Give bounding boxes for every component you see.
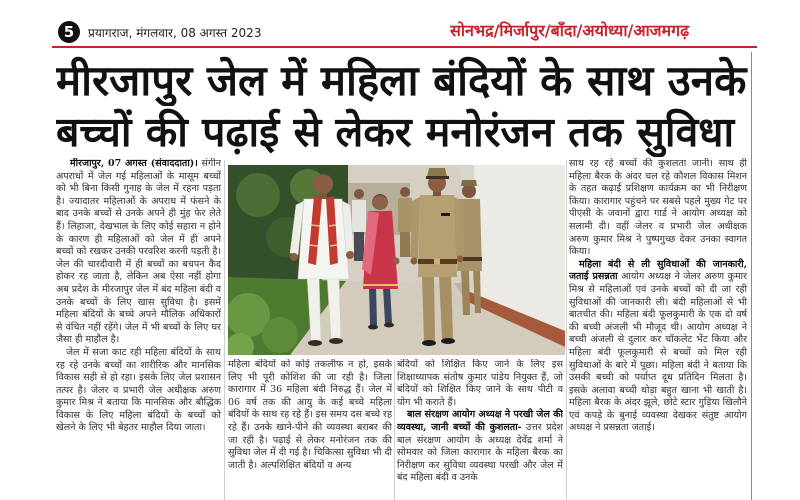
person-legs [400, 231, 410, 257]
man-kurta [298, 199, 349, 279]
paragraph-text: बंदियों को शिक्षित किए जाने के लिए इस शिक्षाध्यापक संतोष कुमार पांडेय नियुक्त हैं, जो बंदियों को शिक्षित किए जाने के साथ पीटी व योग भी कराते हैं। [397, 359, 563, 408]
headline-line-2: बच्चों की पढ़ाई से लेकर मनोरंजन तक सुविधा [56, 108, 735, 156]
bush [262, 317, 298, 353]
woman-head [372, 194, 388, 210]
article-paragraph [56, 347, 221, 435]
subheading: बाल संरक्षण आयोग अध्यक्ष ने परखी जेल की व्यवस्था, जानी बच्चों की कुशलता- [397, 409, 563, 433]
man-foot [308, 340, 322, 346]
header-rule [52, 46, 757, 48]
paragraph-text: आयोग अध्यक्ष ने जेलर अरुण कुमार मिश्र से महिलाओं एवं उनके बच्चों को दी जा रही सुविधाओं की जानकारी ली। बंदी महिलाओं से भी बातचीत की। महिला बंदी फूलकुमारी के एक दो वर्ष की बच्ची अंजली भी मौजूद थी। आयोग अध्यक्ष ने बच्ची अंजली से दुलार कर चॉकलेट भेंट किया और महिला बंदी फूलकुमारी से बच्चों को मिल रही सुविधाओं के बारे में पूछा। महिला बंदी ने बताया कि उसकी बच्ची को पर्याप्त दूध प्रतिदिन मिलता है। इसके अलावा बच्ची थोड़ा बहुत खाना भी खाती है। महिला बैरक के अंदर झूले, छोटे स्टार गुड़िया खिलौने एवं कपड़े के बुनाई व्यवस्था देखकर संतुष्ट आयोग अध्यक्ष ने प्रसन्नता जताई। [569, 271, 747, 434]
officer-hand [411, 258, 418, 265]
woman-foot [384, 323, 394, 328]
man-foot [329, 338, 343, 344]
paragraph-text: जेल में सजा काट रही महिला बंदियों के साथ रह रहे उनके बच्चों का शारीरिक और मानसिक विकास सही से हो रहा। इसके लिए जेल प्रशासन तत्पर है। जेलर व प्रभारी जेल अधीक्षक अरुण कुमार मिश्र ने बताया कि मानसिक और बौद्धिक विकास के लिए महिला बंदियों के बच्चों को खेलने के लिए भी बेहतर माहौल दिया जाता। [56, 346, 221, 434]
person-uniform [398, 198, 412, 232]
article-column-3 [397, 359, 563, 500]
edition-dateline: प्रयागराज, मंगलवार, 08 अगस्त 2023 [88, 26, 262, 40]
page-edge-line [751, 52, 752, 500]
article-column-2 [228, 359, 392, 500]
officer-belt-buckle [434, 259, 440, 265]
officer-shoe [422, 340, 436, 346]
article-dateline: मीरजापुर, 07 अगस्त (संवाददाता)। [70, 158, 198, 169]
man-hand [290, 253, 298, 261]
article-paragraph [56, 158, 221, 347]
paragraph-text: संगीन अपराधों में जेल गई महिलाओं के मासूम बच्चों को भी बिना किसी गुनाह के जेल में रहना पड़ता है। ज्यादातर महिलाओं के अपराध में फंसने के बाद उनके बच्चों से उनके अपने ही मुंह फेर लेते हैं। लिहाजा, देखभाल के लिए कोई सहारा न होने के कारण ही महिलाओं को जेल में ही अपने बच्चों को रखकर उनकी परवरिश करनी पड़ती है। जेल की चारदीवारी में ही बच्चों का बचपन कैद होकर रह जाता है, लेकिन अब ऐसा नहीं होगा अब प्रदेश के मीरजापुर जेल में बंद महिला बंदी व उनके बच्चों के लिए खास सुविधा है। इसमें महिला बंदियों के बच्चे अपने मौलिक अधिकारों से वंचित नहीं रहेंगे। जेल में भी बच्चों के लिए घर जैसा ही माहौल है। [56, 158, 221, 346]
article-paragraph [569, 158, 747, 259]
person-head [354, 189, 364, 199]
woman-foot [368, 325, 378, 330]
man-hand [346, 251, 354, 259]
article-paragraph [397, 409, 563, 485]
article-column-1 [56, 158, 221, 500]
person-shirt [352, 200, 366, 232]
column-rule [224, 160, 225, 500]
officer-head [462, 184, 476, 198]
headline-line-1: मीरजापुर जेल में महिला बंदियों के साथ उनके [56, 56, 747, 105]
officer-shoe [441, 338, 455, 344]
paragraph-text: उत्तर प्रदेश बाल संरक्षण आयोग के अध्यक्ष देवेंद्र शर्मा ने सोमवार को जिला कारागार के महिला बैरक का निरीक्षण कर सुविधा व्यवस्था परखी और जेल में बंद महिला बंदी व उनके [397, 421, 563, 484]
officer-cap-visor [426, 176, 449, 179]
officer-hand [457, 256, 464, 263]
officer-uniform [418, 195, 457, 277]
officer-cap [427, 168, 447, 177]
paragraph-text: महिला बंदियों को कोई तकलीफ न हो, इसके लिए भी पूरी कोशिश की जा रही है। जिला कारागार में 36 महिला बंदी निरुद्ध हैं। जेल में 06 वर्ष तक की आयु के कई बच्चे महिला बंदियों के साथ रह रहे हैं। इस समय दस बच्चे रह रहे हैं। उनके खाने-पीने की व्यवस्था बराबर की जा रही है। पढ़ाई से लेकर मनोरंजन तक की सुविधा जेल में दी गई है। चिकित्सा सुविधा भी दी जाती है। अल्पशिक्षित बंदियों व अन्य [228, 359, 392, 471]
edition-regions: सोनभद्र/मिर्जापुर/बाँदा/अयोध्या/आजमगढ़ [450, 21, 690, 40]
officer-name-plate [441, 213, 450, 216]
person-legs [354, 231, 364, 261]
paragraph-text: साथ रह रहे बच्चों की कुशलता जानी। साथ ही महिला बैरक के अंदर चल रहे कौशल विकास मिशन के तहत कढ़ाई प्रशिक्षण कार्यक्रम का भी निरीक्षण किया। कारागार पहुंचने पर सबसे पहले मुख्य गेट पर पीएसी के जवानों द्वारा गार्ड ने आयोग अध्यक्ष को सलामी दी। वहीं जेलर व प्रभारी जेल अधीक्षक अरुण कुमार मिश्र ने पुष्पगुच्छ देकर उनका स्वागत किया। [569, 158, 747, 258]
officer-cap [461, 180, 477, 186]
column-rule [394, 360, 395, 500]
column-rule [566, 160, 567, 500]
article-column-4 [569, 158, 747, 500]
subheading: महिला बंदी से ली सुविधाओं की जानकारी, जताई प्रसन्नता [569, 258, 747, 283]
article-paragraph [228, 359, 392, 472]
man-head [313, 174, 333, 194]
news-photo [228, 165, 565, 355]
person-head [400, 187, 410, 197]
article-paragraph [569, 259, 747, 435]
woman-hand [393, 258, 400, 265]
tree-foliage [236, 173, 280, 217]
page-number: 5 [58, 21, 80, 43]
article-paragraph [397, 359, 563, 409]
